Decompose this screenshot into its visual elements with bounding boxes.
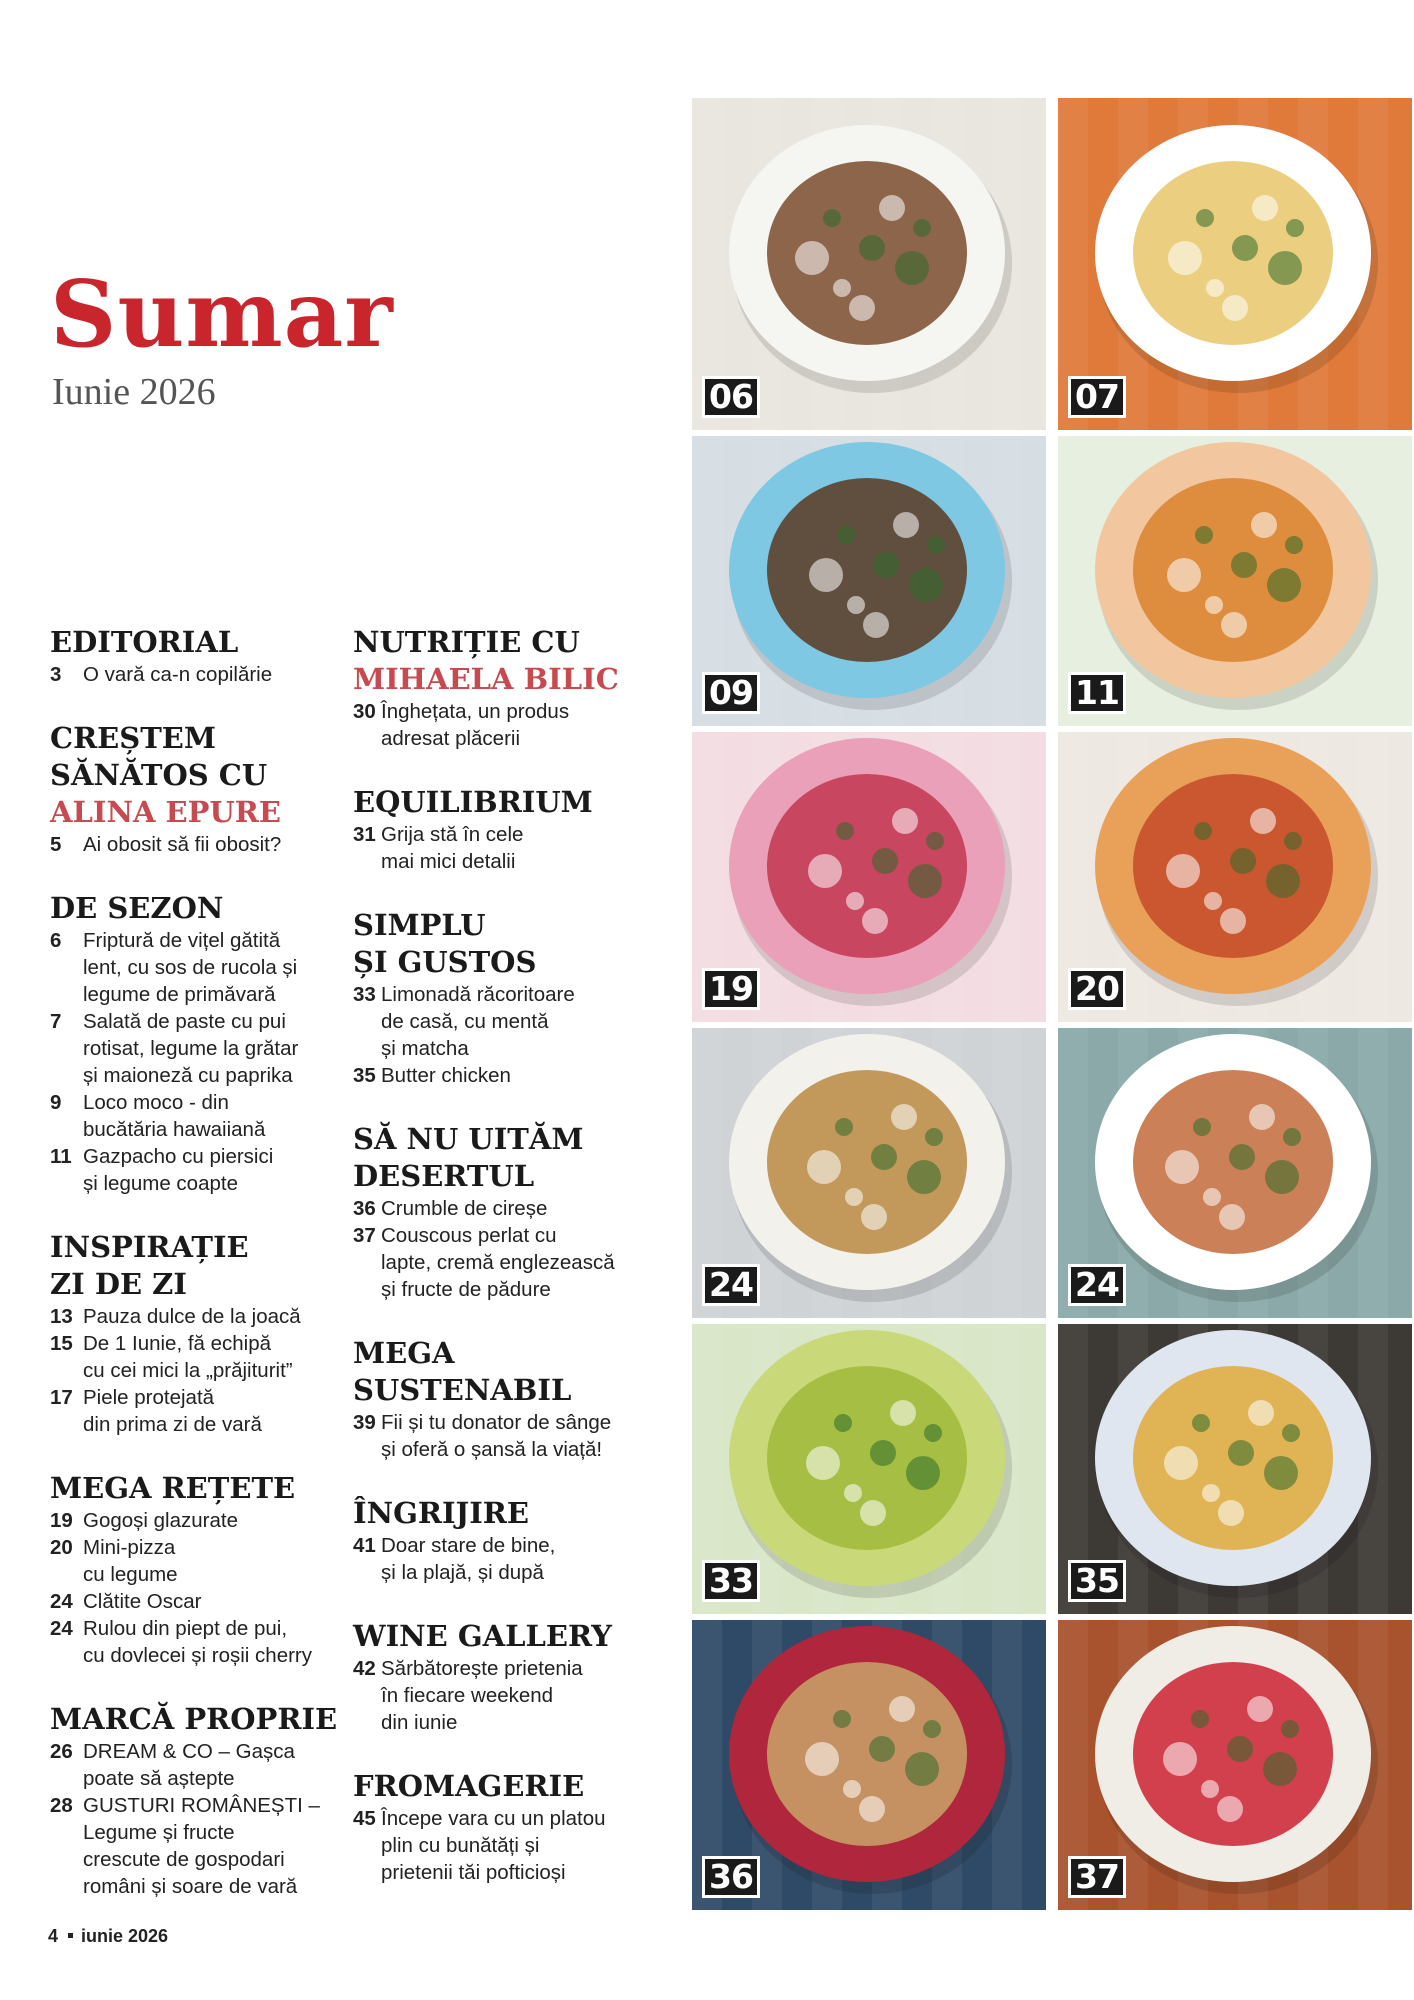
toc-entry[interactable]: [353, 1062, 653, 1089]
toc-entry[interactable]: [353, 981, 653, 1062]
page-badge: 09: [702, 672, 760, 714]
toc-entry[interactable]: [353, 1805, 653, 1886]
entry-title: O vară ca-n copilărie: [83, 663, 273, 686]
issue-subtitle: Iunie 2026: [52, 371, 216, 413]
section-heading: [353, 784, 653, 821]
entry-page-number: 19: [50, 1509, 73, 1532]
toc-entry[interactable]: [353, 1532, 653, 1586]
entry-page-number: 5: [50, 833, 62, 856]
page-badge: 11: [1068, 672, 1126, 714]
entry-title: Gazpacho cu piersici și legume coapte: [83, 1145, 274, 1195]
section-title-line: ZI DE ZI: [50, 1267, 187, 1301]
toc-entry[interactable]: [353, 1655, 653, 1736]
entry-title: Friptură de vițel gătită lent, cu sos de rucola și legume de primăvară: [83, 929, 298, 1006]
entry-page-number: 31: [353, 823, 376, 846]
entry-title: Mini-pizza cu legume: [83, 1536, 178, 1586]
entry-page-number: 24: [50, 1590, 73, 1613]
entry-title: De 1 Iunie, fă echipă cu cei mici la „prăjiturit”: [83, 1332, 293, 1382]
entry-title: Pauza dulce de la joacă: [83, 1305, 301, 1328]
toc-section: [353, 784, 653, 875]
section-author-name: MIHAELA BILIC: [353, 662, 619, 696]
page-badge: 35: [1068, 1560, 1126, 1602]
section-title-line: ȘI GUSTOS: [353, 945, 537, 979]
section-title: EDITORIAL: [50, 625, 239, 659]
toc-entry[interactable]: [353, 821, 653, 875]
page-badge: 24: [1068, 1264, 1126, 1306]
section-title-line: DESERTUL: [353, 1159, 535, 1193]
toc-section: [353, 1335, 653, 1463]
section-heading: [50, 1229, 350, 1303]
toc-entry[interactable]: [50, 1384, 350, 1438]
toc-section: [50, 720, 350, 858]
toc-column-left: [50, 624, 350, 1932]
section-title-line: NUTRIȚIE CU: [353, 625, 580, 659]
section-title: MEGA REȚETE: [50, 1471, 296, 1505]
toc-entry[interactable]: [50, 1792, 350, 1900]
entry-title: DREAM & CO – Gașca poate să aștepte: [83, 1740, 295, 1790]
entry-title: GUSTURI ROMÂNEȘTI – Legume și fructe crescute de gospodari români și soare de vară: [83, 1794, 320, 1898]
section-title-line: SĂNĂTOS CU: [50, 758, 268, 792]
section-author-name: ALINA EPURE: [50, 795, 281, 829]
entry-title: Gogoși glazurate: [83, 1509, 238, 1532]
toc-entry[interactable]: [353, 698, 653, 752]
toc-section: [50, 1229, 350, 1438]
toc-entry[interactable]: [50, 1588, 350, 1615]
section-title-line: SĂ NU UITĂM: [353, 1122, 584, 1156]
photo-tile-pearl-couscous-dessert[interactable]: [1058, 1620, 1412, 1910]
photo-tile-veal-roast-plate[interactable]: [692, 98, 1046, 430]
entry-title: Începe vara cu un platou plin cu bunătăți și prietenii tăi pofticioși: [381, 1807, 606, 1884]
entry-title: Loco moco - din bucătăria hawaiiană: [83, 1091, 266, 1141]
photo-tile-oscar-pancakes[interactable]: [692, 1028, 1046, 1318]
section-title: DE SEZON: [50, 891, 224, 925]
section-heading: [353, 1495, 653, 1532]
photo-tile-loco-moco-plate[interactable]: [692, 436, 1046, 726]
section-heading: [353, 1618, 653, 1655]
section-title: WINE GALLERY: [353, 1619, 612, 1653]
photo-tile-butter-chicken-bowl[interactable]: [1058, 1324, 1412, 1614]
entry-title: Limonadă răcoritoare de casă, cu mentă și matcha: [381, 983, 575, 1060]
page-badge: 37: [1068, 1856, 1126, 1898]
section-heading: [50, 624, 350, 661]
toc-entry[interactable]: [353, 1222, 653, 1303]
entry-page-number: 7: [50, 1010, 62, 1033]
entry-title: Doar stare de bine, și la plajă, și după: [381, 1534, 556, 1584]
entry-page-number: 28: [50, 1794, 73, 1817]
page-badge: 20: [1068, 968, 1126, 1010]
toc-entry[interactable]: [50, 1330, 350, 1384]
section-heading: [50, 1701, 350, 1738]
toc-entry[interactable]: [50, 831, 350, 858]
page-badge: 24: [702, 1264, 760, 1306]
section-heading: [353, 1335, 653, 1409]
section-title-line: SUSTENABIL: [353, 1373, 572, 1407]
footer-issue: iunie 2026: [81, 1926, 169, 1946]
entry-page-number: 3: [50, 663, 62, 686]
entry-title: Ai obosit să fii obosit?: [83, 833, 282, 856]
photo-tile-gazpacho-glass[interactable]: [1058, 436, 1412, 726]
toc-section: [353, 907, 653, 1089]
page-title: Sumar: [50, 260, 394, 368]
entry-page-number: 13: [50, 1305, 73, 1328]
section-heading: [353, 1121, 653, 1195]
entry-page-number: 37: [353, 1224, 376, 1247]
entry-title: Piele protejată din prima zi de vară: [83, 1386, 262, 1436]
section-heading: [353, 624, 653, 698]
entry-title: Clătite Oscar: [83, 1590, 202, 1613]
section-heading: [353, 907, 653, 981]
toc-entry[interactable]: [50, 1738, 350, 1792]
photo-tile-matcha-lemonade[interactable]: [692, 1324, 1046, 1614]
page-badge: 33: [702, 1560, 760, 1602]
toc-entry[interactable]: [50, 661, 350, 688]
toc-section: [50, 1701, 350, 1900]
section-title: FROMAGERIE: [353, 1769, 585, 1803]
page-badge: 07: [1068, 376, 1126, 418]
toc-entry[interactable]: [50, 927, 350, 1008]
entry-title: Grija stă în cele mai mici detalii: [381, 823, 524, 873]
section-title: ÎNGRIJIRE: [353, 1496, 529, 1530]
toc-entry[interactable]: [50, 1143, 350, 1197]
toc-entry[interactable]: [50, 1534, 350, 1588]
entry-title: Butter chicken: [381, 1064, 511, 1087]
toc-section: [353, 624, 653, 752]
entry-title: Crumble de cireșe: [381, 1197, 548, 1220]
entry-page-number: 24: [50, 1617, 73, 1640]
photo-tile-stuffed-chicken-roll[interactable]: [1058, 1028, 1412, 1318]
photo-tile-zucchini-pizza[interactable]: [1058, 732, 1412, 1022]
section-title: EQUILIBRIUM: [353, 785, 593, 819]
entry-page-number: 30: [353, 700, 376, 723]
toc-entry[interactable]: [50, 1507, 350, 1534]
toc-entry[interactable]: [353, 1409, 653, 1463]
toc-entry[interactable]: [50, 1615, 350, 1669]
toc-section: [353, 1768, 653, 1886]
entry-page-number: 26: [50, 1740, 73, 1763]
section-heading: [50, 890, 350, 927]
entry-title: Sărbătorește prietenia în fiecare weekend din iunie: [381, 1657, 583, 1734]
page-footer: [48, 1926, 168, 1947]
toc-section: [50, 624, 350, 688]
entry-title: Rulou din piept de pui, cu dovlecei și roșii cherry: [83, 1617, 312, 1667]
entry-page-number: 20: [50, 1536, 73, 1559]
footer-bullet: [68, 1933, 73, 1938]
toc-entry[interactable]: [353, 1195, 653, 1222]
toc-section: [353, 1121, 653, 1303]
entry-page-number: 11: [50, 1145, 72, 1168]
entry-title: Fii și tu donator de sânge și oferă o șansă la viață!: [381, 1411, 612, 1461]
entry-title: Couscous perlat cu lapte, cremă englezească și fructe de pădure: [381, 1224, 615, 1301]
section-title-line: MEGA: [353, 1336, 455, 1370]
section-title-line: INSPIRAȚIE: [50, 1230, 249, 1264]
toc-entry[interactable]: [50, 1303, 350, 1330]
section-heading: [50, 720, 350, 831]
entry-page-number: 36: [353, 1197, 376, 1220]
photo-tile-pasta-salad-plate[interactable]: [1058, 98, 1412, 430]
entry-page-number: 35: [353, 1064, 376, 1087]
entry-page-number: 45: [353, 1807, 376, 1830]
section-title: MARCĂ PROPRIE: [50, 1702, 338, 1736]
page-badge: 06: [702, 376, 760, 418]
entry-page-number: 17: [50, 1386, 73, 1409]
entry-title: Înghețata, un produs adresat plăcerii: [381, 700, 570, 750]
section-heading: [50, 1470, 350, 1507]
entry-page-number: 15: [50, 1332, 73, 1355]
photo-tile-cherry-crumble[interactable]: [692, 1620, 1046, 1910]
entry-page-number: 6: [50, 929, 62, 952]
section-heading: [353, 1768, 653, 1805]
entry-page-number: 9: [50, 1091, 62, 1114]
photo-tile-glazed-donuts[interactable]: [692, 732, 1046, 1022]
page-number: 4: [48, 1926, 59, 1946]
entry-title: Salată de paste cu pui rotisat, legume la grătar și maioneză cu paprika: [83, 1010, 299, 1087]
toc-section: [50, 890, 350, 1197]
section-title-line: SIMPLU: [353, 908, 486, 942]
entry-page-number: 39: [353, 1411, 376, 1434]
toc-section: [50, 1470, 350, 1669]
toc-section: [353, 1618, 653, 1736]
page-badge: 19: [702, 968, 760, 1010]
entry-page-number: 42: [353, 1657, 376, 1680]
entry-page-number: 33: [353, 983, 376, 1006]
section-title-line: CREȘTEM: [50, 721, 217, 755]
toc-entry[interactable]: [50, 1008, 350, 1089]
entry-page-number: 41: [353, 1534, 376, 1557]
page-badge: 36: [702, 1856, 760, 1898]
toc-column-right: [353, 624, 653, 1918]
toc-entry[interactable]: [50, 1089, 350, 1143]
toc-section: [353, 1495, 653, 1586]
